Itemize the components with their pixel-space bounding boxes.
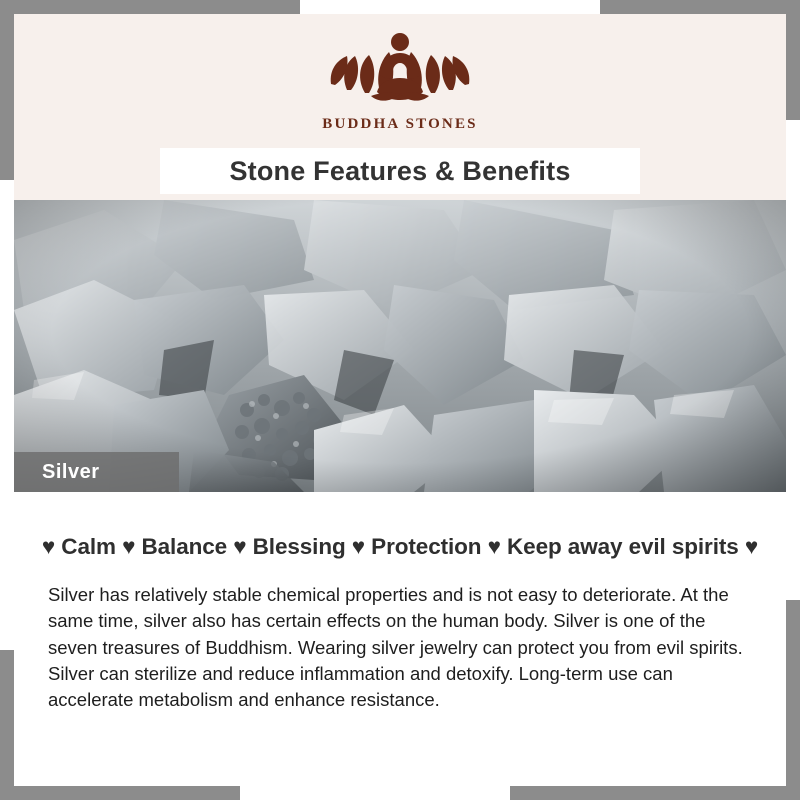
page-title-text: Stone Features & Benefits bbox=[229, 155, 571, 186]
brand-logo bbox=[0, 22, 800, 133]
content-section bbox=[14, 492, 786, 786]
benefits-list: ♥ Calm ♥ Balance ♥ Blessing ♥ Protection ♥ Keep away evil spirits ♥ bbox=[41, 534, 759, 559]
description-text: Silver has relatively stable chemical properties and is not easy to deteriorate. At the same time, silver also has certain effects on the human body. Silver is one of the seven treasures of Buddhism. Wearing silver jewelry can protect you from evil spirits. Silver can sterilize and reduce inflammation and detoxify. Long-term use can accelerate metabolism and enhance resistance. bbox=[48, 584, 743, 711]
page-title bbox=[160, 148, 640, 194]
frame-right-bottom-bar bbox=[786, 600, 800, 800]
brand-name: BUDDHA STONES bbox=[322, 116, 478, 132]
stone-name-label bbox=[14, 452, 179, 492]
frame-top-left-bar bbox=[0, 0, 300, 14]
frame-top-right-bar bbox=[600, 0, 800, 14]
frame-bottom-left-bar bbox=[0, 786, 240, 800]
lotus-meditation-figure-icon bbox=[325, 22, 475, 114]
hero-image bbox=[14, 200, 786, 492]
silver-ore-rocks-illustration bbox=[14, 200, 786, 492]
frame-bottom-right-bar bbox=[510, 786, 800, 800]
stone-name-text: Silver bbox=[42, 460, 100, 483]
